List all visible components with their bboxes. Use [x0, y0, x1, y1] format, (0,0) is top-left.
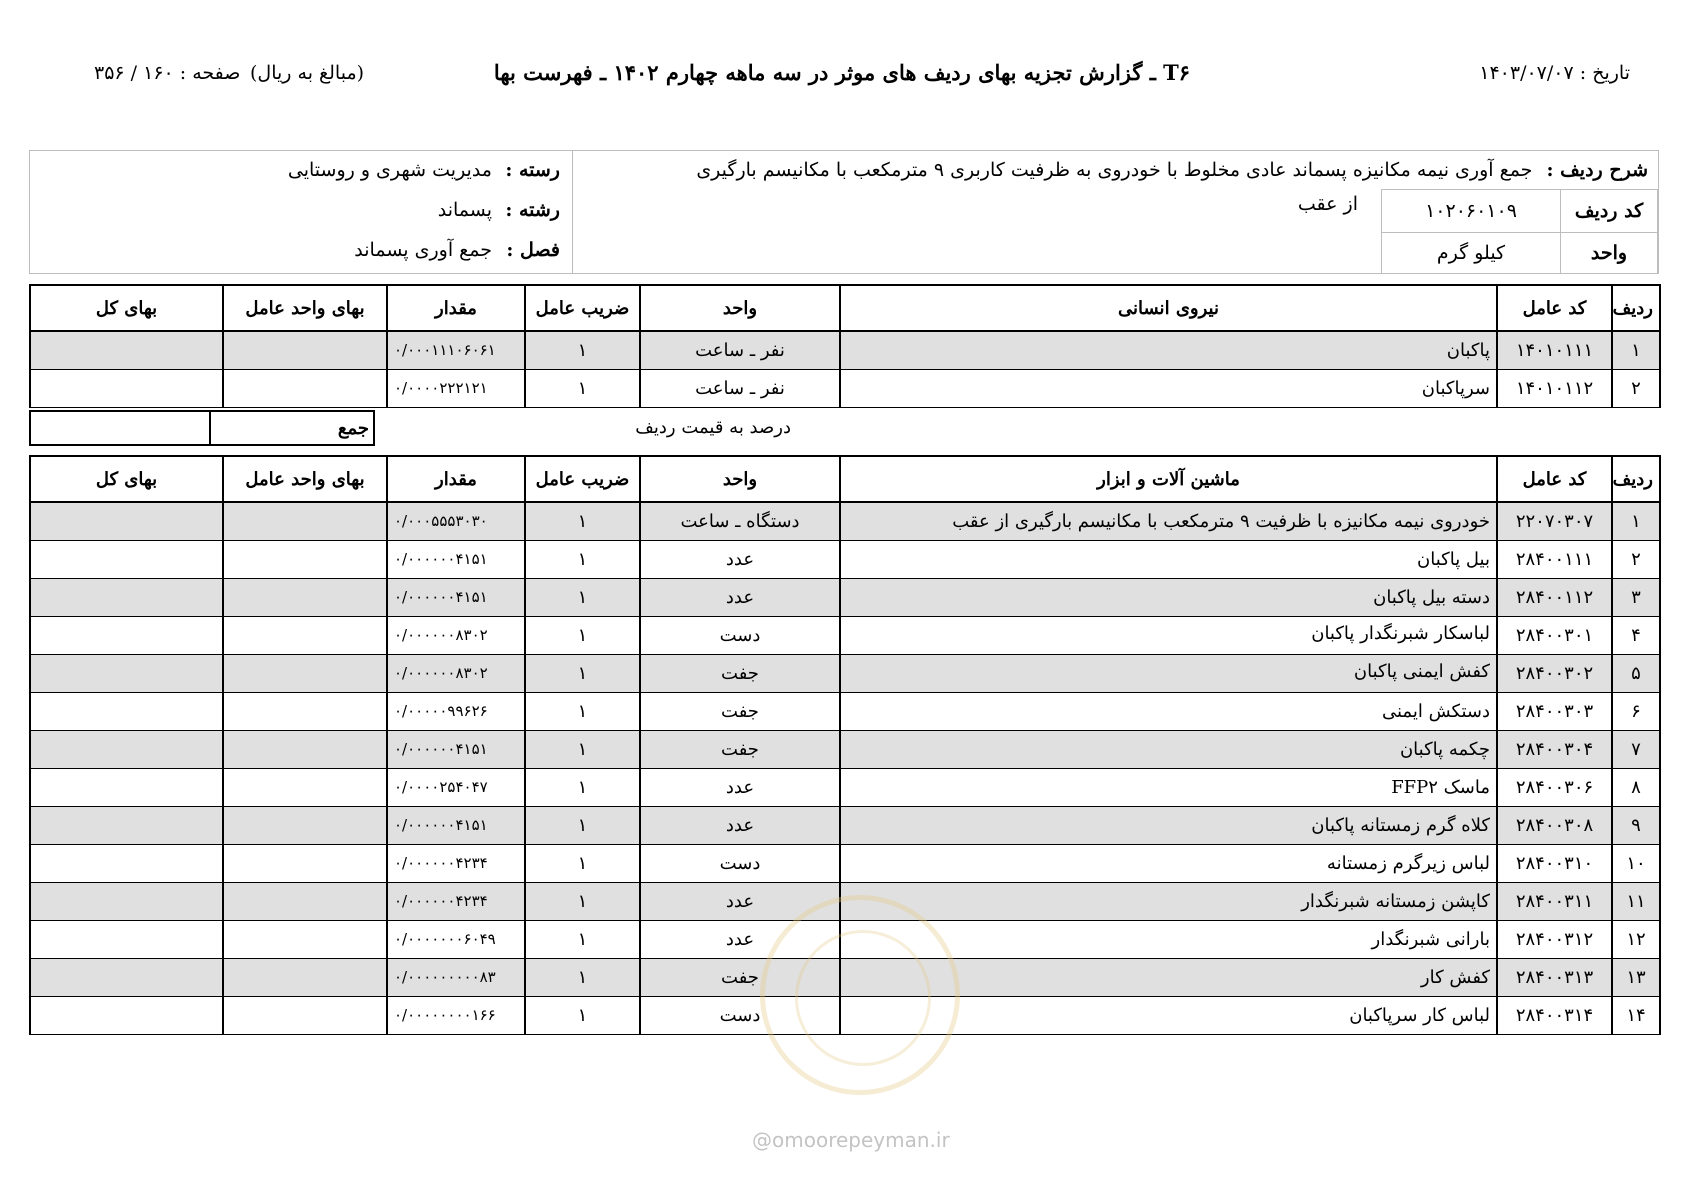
- factor-coefficient: ۱: [525, 844, 640, 882]
- total-price: [30, 958, 223, 996]
- desc-value: جمع آوری نیمه مکانیزه پسماند عادی مخلوط با خودروی به ظرفیت کاربری ۹ مترمکعب با مکانیسم بارگیری: [696, 159, 1533, 181]
- factor-code: ۲۸۴۰۰۳۰۱: [1497, 616, 1612, 654]
- unit-label: واحد: [1560, 232, 1658, 274]
- col-header: بهای واحد عامل: [223, 456, 387, 502]
- col-header: ردیف: [1612, 285, 1660, 331]
- total-price: [30, 369, 223, 407]
- labor-table: [29, 284, 1661, 408]
- col-header: ضریب عامل: [525, 456, 640, 502]
- factor-coefficient: ۱: [525, 882, 640, 920]
- table-row: [30, 616, 1660, 654]
- factor-unit: عدد: [640, 768, 840, 806]
- total-price: [30, 331, 223, 369]
- category-label: رسته :: [505, 159, 560, 181]
- factor-code: ۲۸۴۰۰۳۱۳: [1497, 958, 1612, 996]
- factor-quantity: ۰/۰۰۰۰۰۹۹۶۲۶: [387, 692, 525, 730]
- factor-description: خودروی نیمه مکانیزه با ظرفیت ۹ مترمکعب با مکانیسم بارگیری از عقب: [840, 502, 1497, 540]
- row-index: ۱۰: [1612, 844, 1660, 882]
- table-row: [30, 578, 1660, 616]
- labor-header-row: [30, 285, 1660, 331]
- table-row: [30, 502, 1660, 540]
- row-index: ۱۴: [1612, 996, 1660, 1034]
- category-value: مدیریت شهری و روستایی: [287, 159, 492, 181]
- col-header: کد عامل: [1497, 456, 1612, 502]
- total-price: [30, 540, 223, 578]
- factor-unit: عدد: [640, 806, 840, 844]
- unit-price: [223, 844, 387, 882]
- factor-description: لباسکار شبرنگدار پاکبان: [840, 616, 1497, 654]
- factor-coefficient: ۱: [525, 806, 640, 844]
- total-price: [30, 730, 223, 768]
- factor-code: ۱۴۰۱۰۱۱۱: [1497, 331, 1612, 369]
- factor-quantity: ۰/۰۰۰۱۱۱۰۶۰۶۱: [387, 331, 525, 369]
- chapter-value: جمع آوری پسماند: [354, 239, 492, 261]
- factor-code: ۲۸۴۰۰۳۰۲: [1497, 654, 1612, 692]
- row-index: ۲: [1612, 540, 1660, 578]
- watermark-url: @omoorepeyman.ir: [752, 1128, 950, 1152]
- factor-unit: عدد: [640, 540, 840, 578]
- total-price: [30, 844, 223, 882]
- col-header: مقدار: [387, 285, 525, 331]
- factor-description: پاکبان: [840, 331, 1497, 369]
- col-header: بهای واحد عامل: [223, 285, 387, 331]
- total-price: [30, 654, 223, 692]
- row-index: ۵: [1612, 654, 1660, 692]
- factor-coefficient: ۱: [525, 540, 640, 578]
- page-value: ۱۶۰ / ۳۵۶: [94, 62, 174, 84]
- factor-description: کفش ایمنی پاکبان: [840, 654, 1497, 692]
- factor-quantity: ۰/۰۰۰۰۰۰۴۱۵۱: [387, 540, 525, 578]
- factor-code: ۲۸۴۰۰۳۱۴: [1497, 996, 1612, 1034]
- amounts-note: (مبالغ به ریال): [250, 62, 365, 84]
- desc-continuation: از عقب: [1297, 193, 1358, 215]
- col-header: کد عامل: [1497, 285, 1612, 331]
- row-index: ۸: [1612, 768, 1660, 806]
- factor-quantity: ۰/۰۰۰۰۰۰۰۶۰۴۹: [387, 920, 525, 958]
- factor-code: ۲۸۴۰۰۳۰۶: [1497, 768, 1612, 806]
- date-value: ۱۴۰۳/۰۷/۰۷: [1479, 62, 1574, 84]
- factor-coefficient: ۱: [525, 654, 640, 692]
- total-price: [30, 768, 223, 806]
- factor-unit: دست: [640, 996, 840, 1034]
- factor-unit: جفت: [640, 692, 840, 730]
- col-header: ردیف: [1612, 456, 1660, 502]
- unit-price: [223, 882, 387, 920]
- factor-unit: جفت: [640, 654, 840, 692]
- code-value: ۱۰۲۰۶۰۱۰۹: [1381, 189, 1561, 233]
- date-label: تاریخ :: [1579, 62, 1630, 84]
- table-row: [30, 768, 1660, 806]
- unit-price: [223, 654, 387, 692]
- factor-description: بارانی شبرنگدار: [840, 920, 1497, 958]
- total-price: [30, 996, 223, 1034]
- row-index: ۱: [1612, 502, 1660, 540]
- factor-unit: دستگاه ـ ساعت: [640, 502, 840, 540]
- table-row: [30, 692, 1660, 730]
- factor-quantity: ۰/۰۰۰۰۰۰۴۱۵۱: [387, 730, 525, 768]
- factor-code: ۲۲۰۷۰۳۰۷: [1497, 502, 1612, 540]
- unit-price: [223, 331, 387, 369]
- factor-quantity: ۰/۰۰۰۰۰۰۴۲۳۴: [387, 844, 525, 882]
- row-index: ۳: [1612, 578, 1660, 616]
- factor-quantity: ۰/۰۰۰۵۵۵۳۰۳۰: [387, 502, 525, 540]
- factor-code: ۲۸۴۰۰۳۱۲: [1497, 920, 1612, 958]
- table-row: [30, 730, 1660, 768]
- factor-coefficient: ۱: [525, 920, 640, 958]
- table-row: [30, 369, 1660, 407]
- factor-unit: عدد: [640, 920, 840, 958]
- factor-unit: عدد: [640, 882, 840, 920]
- factor-unit: جفت: [640, 730, 840, 768]
- factor-description: دستکش ایمنی: [840, 692, 1497, 730]
- item-description: [588, 157, 1648, 183]
- chapter-label: فصل :: [506, 239, 560, 261]
- factor-unit: نفر ـ ساعت: [640, 331, 840, 369]
- factor-quantity: ۰/۰۰۰۰۰۰۸۳۰۲: [387, 654, 525, 692]
- factor-quantity: ۰/۰۰۰۰۲۵۴۰۴۷: [387, 768, 525, 806]
- total-price: [30, 578, 223, 616]
- field-value: پسماند: [437, 199, 492, 221]
- factor-coefficient: ۱: [525, 958, 640, 996]
- col-header: بهای کل: [30, 285, 223, 331]
- page-number: [34, 62, 240, 84]
- unit-price: [223, 806, 387, 844]
- factor-code: ۲۸۴۰۰۳۰۳: [1497, 692, 1612, 730]
- unit-price: [223, 616, 387, 654]
- row-index: ۱۲: [1612, 920, 1660, 958]
- row-index: ۱۱: [1612, 882, 1660, 920]
- total-price: [30, 692, 223, 730]
- unit-price: [223, 958, 387, 996]
- labor-sum-row: [29, 410, 1659, 446]
- col-header: واحد: [640, 285, 840, 331]
- factor-quantity: ۰/۰۰۰۰۰۰۴۱۵۱: [387, 806, 525, 844]
- factor-quantity: ۰/۰۰۰۰۲۲۲۱۲۱: [387, 369, 525, 407]
- sum-total-cell: [29, 410, 211, 446]
- row-index: ۴: [1612, 616, 1660, 654]
- total-price: [30, 806, 223, 844]
- table-row: [30, 331, 1660, 369]
- factor-coefficient: ۱: [525, 331, 640, 369]
- unit-price: [223, 730, 387, 768]
- factor-description: کفش کار: [840, 958, 1497, 996]
- row-index: ۲: [1612, 369, 1660, 407]
- unit-price: [223, 996, 387, 1034]
- report-title: T۶ ـ گزارش تجزیه بهای ردیف های موثر در سه ماهه چهارم ۱۴۰۲ ـ فهرست بها: [493, 60, 1191, 85]
- total-price: [30, 882, 223, 920]
- code-label: کد ردیف: [1560, 189, 1658, 233]
- factor-quantity: ۰/۰۰۰۰۰۰۴۱۵۱: [387, 578, 525, 616]
- total-price: [30, 920, 223, 958]
- table-row: [30, 654, 1660, 692]
- factor-description: کلاه گرم زمستانه پاکبان: [840, 806, 1497, 844]
- factor-coefficient: ۱: [525, 768, 640, 806]
- factor-code: ۲۸۴۰۰۳۱۱: [1497, 882, 1612, 920]
- factor-code: ۲۸۴۰۰۳۰۴: [1497, 730, 1612, 768]
- unit-price: [223, 369, 387, 407]
- factor-quantity: ۰/۰۰۰۰۰۰۴۲۳۴: [387, 882, 525, 920]
- unit-price: [223, 578, 387, 616]
- factor-description: ماسک FFP۲: [840, 768, 1497, 806]
- col-header: واحد: [640, 456, 840, 502]
- factor-code: ۲۸۴۰۰۱۱۲: [1497, 578, 1612, 616]
- row-index: ۱۳: [1612, 958, 1660, 996]
- col-header: مقدار: [387, 456, 525, 502]
- page-label: صفحه :: [179, 62, 241, 84]
- desc-label: شرح ردیف :: [1546, 159, 1648, 181]
- watermark-seal: [760, 895, 960, 1095]
- percent-note: درصد به قیمت ردیف: [635, 417, 791, 438]
- factor-coefficient: ۱: [525, 502, 640, 540]
- factor-quantity: ۰/۰۰۰۰۰۰۰۰۱۶۶: [387, 996, 525, 1034]
- unit-price: [223, 692, 387, 730]
- factor-code: ۱۴۰۱۰۱۱۲: [1497, 369, 1612, 407]
- factor-description: چکمه پاکبان: [840, 730, 1497, 768]
- factor-description: لباس کار سرپاکبان: [840, 996, 1497, 1034]
- factor-unit: دست: [640, 844, 840, 882]
- col-header: ضریب عامل: [525, 285, 640, 331]
- total-price: [30, 502, 223, 540]
- factor-coefficient: ۱: [525, 996, 640, 1034]
- factor-unit: جفت: [640, 958, 840, 996]
- factor-description: لباس زیرگرم زمستانه: [840, 844, 1497, 882]
- unit-price: [223, 768, 387, 806]
- factor-description: دسته بیل پاکبان: [840, 578, 1497, 616]
- factor-quantity: ۰/۰۰۰۰۰۰۸۳۰۲: [387, 616, 525, 654]
- factor-code: ۲۸۴۰۰۳۰۸: [1497, 806, 1612, 844]
- unit-price: [223, 502, 387, 540]
- row-index: ۶: [1612, 692, 1660, 730]
- col-header: ماشین آلات و ابزار: [840, 456, 1497, 502]
- total-price: [30, 616, 223, 654]
- table-row: [30, 806, 1660, 844]
- table-row: [30, 540, 1660, 578]
- factor-description: بیل پاکبان: [840, 540, 1497, 578]
- col-header: بهای کل: [30, 456, 223, 502]
- factor-unit: نفر ـ ساعت: [640, 369, 840, 407]
- sum-label: جمع: [209, 410, 375, 446]
- factor-coefficient: ۱: [525, 616, 640, 654]
- factor-unit: دست: [640, 616, 840, 654]
- machinery-header-row: [30, 456, 1660, 502]
- item-info: [29, 150, 1659, 274]
- factor-quantity: ۰/۰۰۰۰۰۰۰۰۰۸۳: [387, 958, 525, 996]
- code-unit-box: [1383, 189, 1658, 275]
- factor-coefficient: ۱: [525, 730, 640, 768]
- row-index: ۷: [1612, 730, 1660, 768]
- row-index: ۱: [1612, 331, 1660, 369]
- factor-unit: عدد: [640, 578, 840, 616]
- unit-price: [223, 540, 387, 578]
- factor-description: کاپشن زمستانه شبرنگدار: [840, 882, 1497, 920]
- factor-coefficient: ۱: [525, 369, 640, 407]
- factor-code: ۲۸۴۰۰۱۱۱: [1497, 540, 1612, 578]
- unit-value: کیلو گرم: [1381, 232, 1561, 274]
- col-header: نیروی انسانی: [840, 285, 1497, 331]
- field-label: رشته :: [505, 199, 560, 221]
- factor-description: سرپاکبان: [840, 369, 1497, 407]
- factor-coefficient: ۱: [525, 692, 640, 730]
- factor-code: ۲۸۴۰۰۳۱۰: [1497, 844, 1612, 882]
- row-index: ۹: [1612, 806, 1660, 844]
- table-row: [30, 844, 1660, 882]
- factor-coefficient: ۱: [525, 578, 640, 616]
- unit-price: [223, 920, 387, 958]
